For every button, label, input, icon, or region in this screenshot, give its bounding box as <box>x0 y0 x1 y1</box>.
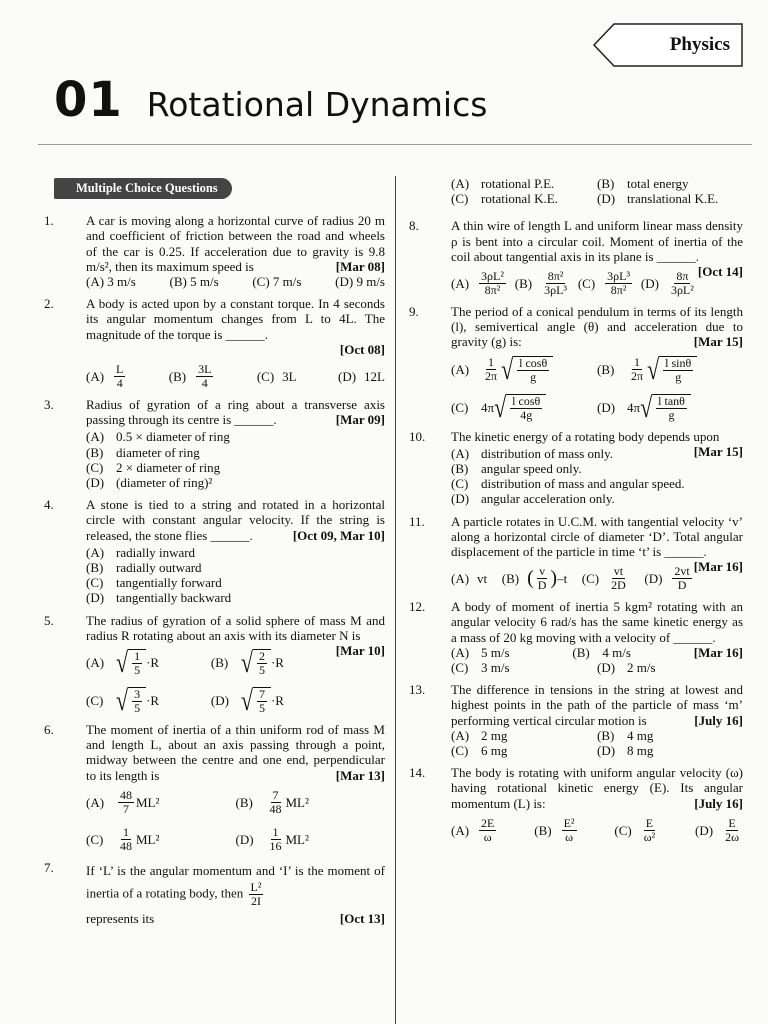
options <box>86 789 385 853</box>
source-tag: [Oct 09, Mar 10] <box>292 527 385 543</box>
question-9 <box>405 304 743 422</box>
sqrt-icon: √ <box>116 684 129 717</box>
options <box>86 363 385 390</box>
chapter-heading <box>54 72 487 132</box>
option-d: (D) 8 mg <box>597 743 654 759</box>
option-a: (A) $\frac{1}{2\pi}$ √ $\frac{\text{l cosθ}}{g}$ <box>451 356 597 384</box>
option-a: (A) 5 m/s <box>451 644 510 660</box>
option-c: (C) 3 m/s <box>451 660 510 676</box>
question-8 <box>405 218 743 297</box>
question-number: 11. <box>409 513 425 529</box>
header-rule <box>38 144 752 145</box>
options <box>86 429 385 490</box>
option-b: (B) √ $\frac{2}{5}$ ·R <box>210 646 284 679</box>
subject-tab <box>592 22 744 68</box>
option-a: (A) 0.5 × diameter of ring <box>86 429 230 445</box>
option-a: (A) radially inward <box>86 544 196 560</box>
question-6 <box>40 722 385 853</box>
option-c: (C) $\frac{vt}{2D}$ <box>581 564 626 593</box>
question-number: 12. <box>409 599 426 615</box>
question-number: 6. <box>44 722 54 738</box>
option-a: (A) √ $\frac{1}{5}$ ·R <box>86 646 160 679</box>
section-badge: Multiple Choice Questions <box>54 178 232 199</box>
sqrt-icon: √ <box>647 352 660 386</box>
option-a: (A) $\frac{L}{4}$ <box>86 362 124 391</box>
option-d: (D) $\frac{1}{16}$ ML² <box>235 824 309 853</box>
option-d: (D) 2 m/s <box>597 660 656 676</box>
question-text: Radius of gyration of a ring about a transverse axis passing through its centre is ______. <box>86 397 385 428</box>
question-7: 7. If ‘L’ is the angular momentum and ‘I’ is the moment of inertia of a rotating body, then $\frac{\text{L²}}{2I}$ represents its [Oct 13] <box>40 860 385 929</box>
option-c: (C) 2 × diameter of ring <box>86 459 221 475</box>
right-column <box>405 176 743 851</box>
question-text: A body of moment of inertia 5 kgm² rotating with an angular velocity 6 rad/s has the same kinetic energy as a mass of 20 kg moving with a velocity of ______. <box>451 599 743 645</box>
source-tag: [July 16] <box>694 795 743 811</box>
question-2 <box>40 296 385 390</box>
question-text: A body is acted upon by a constant torque. In 4 seconds its angular momentum changes from L to 4L. The magnitude of the torque is ______. <box>86 296 385 342</box>
option-d: (D) angular acceleration only. <box>451 491 615 507</box>
question-text: A particle rotates in U.C.M. with tangential velocity ‘v’ along a horizontal circle of diameter ‘D’. Total angular displacement of the particle in time ‘t’ is ______. <box>451 513 743 560</box>
option-a: (A) 2 mg <box>451 727 508 743</box>
option-b: (B) total energy <box>597 176 689 191</box>
option-c: (C) 4π √ $\frac{\text{l cosθ}}{4g}$ <box>451 394 597 422</box>
question-number: 5. <box>44 612 54 628</box>
option-c: (C) $\frac{E}{\text{ω²}}$ <box>614 815 656 844</box>
option-c: (C) tangentially forward <box>86 575 222 591</box>
option-a: (A) 3 m/s <box>86 274 136 290</box>
option-b: (B) $\frac{\text{8π²}}{\text{3ρL³}}$ <box>514 269 568 298</box>
question-11 <box>405 514 743 593</box>
options <box>451 270 698 297</box>
option-b: (B) $\frac{3L}{4}$ <box>168 362 212 391</box>
question-number: 14. <box>409 765 426 781</box>
sqrt-icon: √ <box>240 646 253 679</box>
option-d: (D) √ $\frac{7}{5}$ ·R <box>210 684 284 717</box>
question-12 <box>405 599 743 675</box>
question-text: The difference in tensions in the string at lowest and highest points in the path of the particle of mass ‘m’ performing vertical circular motion is <box>451 682 743 728</box>
options <box>86 545 385 606</box>
question-number: 10. <box>409 428 426 444</box>
question-number: 9. <box>409 304 419 320</box>
question-7-options <box>405 176 743 206</box>
source-tag: [Oct 14] <box>697 264 743 280</box>
source-tag: [Mar 16] <box>693 644 743 660</box>
sqrt-icon: √ <box>494 390 507 424</box>
option-d: (D) 4π √ $\frac{\text{l tanθ}}{g}$ <box>597 394 743 422</box>
question-number: 1. <box>44 213 54 229</box>
source-tag: [July 16] <box>694 712 743 728</box>
question-13 <box>405 682 743 758</box>
question-text: A car is moving along a horizontal curve of radius 20 m and coefficient of friction between the road and wheels of the car is 0.25. If acceleration due to gravity is 9.8 m/s², then its maximum speed is <box>86 213 385 274</box>
option-b: (B) $\frac{\text{E²}}{\omega}$ <box>534 815 575 844</box>
option-b: (B) ( $\frac{v}{D}$ ) –t <box>501 564 568 593</box>
options <box>86 646 336 717</box>
source-tag: [Mar 15] <box>693 443 743 459</box>
sqrt-icon: √ <box>640 390 653 424</box>
option-b: (B) diameter of ring <box>86 444 200 460</box>
source-tag: [Mar 09] <box>335 412 385 428</box>
option-a: (A) $\frac{48}{7}$ ML² <box>86 787 160 816</box>
chapter-title: Rotational Dynamics <box>146 85 488 124</box>
question-text: A stone is tied to a string and rotated in a horizontal circle with constant angular velocity. If the string is released, the stone flies ______. <box>86 497 385 543</box>
options <box>451 565 694 592</box>
source-tag: [Oct 13] <box>339 910 385 926</box>
question-4 <box>40 497 385 605</box>
option-c: (C) 3L <box>256 368 297 384</box>
subject-label: Physics <box>669 34 730 55</box>
option-d: (D) $\frac{2vt}{D}$ <box>644 564 690 593</box>
question-number: 3. <box>44 397 54 413</box>
source-tag: [Mar 15] <box>693 334 743 350</box>
option-a: (A) $\frac{2E}{\omega}$ <box>451 815 495 844</box>
question-text: The period of a conical pendulum in terms of its length (l), semivertical angle (θ) and acceleration due to gravity (g) is: <box>451 304 743 350</box>
option-c: (C) 7 m/s <box>252 274 302 290</box>
option-c: (C) rotational K.E. <box>451 191 558 207</box>
source-tag: [Mar 13] <box>335 767 385 783</box>
option-b: (B) $\frac{1}{2\pi}$ √ $\frac{\text{l sinθ}}{g}$ <box>597 356 743 384</box>
question-text: The body is rotating with uniform angular velocity (ω) having rotational kinetic energy (E). Its angular momentum (L) is: <box>451 765 743 811</box>
source-tag: [Mar 10] <box>335 643 385 659</box>
option-a: (A) $\frac{\text{3ρL²}}{\text{8π²}}$ <box>451 269 504 298</box>
question-number: 7. <box>44 859 54 875</box>
question-text: The kinetic energy of a rotating body depends upon <box>451 428 720 444</box>
sqrt-icon: √ <box>501 352 514 386</box>
source-tag: [Mar 08] <box>335 258 385 274</box>
option-c: (C) 6 mg <box>451 743 508 759</box>
option-b: (B) radially outward <box>86 560 202 576</box>
question-5 <box>40 613 385 715</box>
sqrt-icon: √ <box>116 646 129 679</box>
question-3 <box>40 397 385 490</box>
option-c: (C) √ $\frac{3}{5}$ ·R <box>86 684 160 717</box>
option-d: (D) (diameter of ring)² <box>86 475 213 491</box>
option-d: (D) $\frac{8\pi}{\text{3ρL²}}$ <box>640 269 694 298</box>
option-d: (D) translational K.E. <box>597 191 719 207</box>
options <box>86 274 385 289</box>
question-number: 8. <box>409 218 419 234</box>
question-14 <box>405 765 743 844</box>
option-a: (A) distribution of mass only. <box>451 445 614 461</box>
question-number: 2. <box>44 296 54 312</box>
question-1 <box>40 213 385 289</box>
options <box>451 817 743 844</box>
option-a: (A) vt <box>451 571 488 587</box>
question-number: 4. <box>44 497 54 513</box>
chapter-number: 01 <box>54 72 123 128</box>
option-b: (B) 4 mg <box>597 727 654 743</box>
option-d: (D) $\frac{E}{2\omega}$ <box>695 815 739 844</box>
option-d: (D) 12L <box>338 368 385 384</box>
source-tag: [Mar 16] <box>693 559 743 575</box>
option-b: (B) angular speed only. <box>451 461 582 477</box>
column-divider <box>395 176 396 1024</box>
option-b: (B) $\frac{7}{48}$ ML² <box>235 787 309 816</box>
option-c: (C) distribution of mass and angular speed. <box>451 476 685 492</box>
option-b: (B) 4 m/s <box>572 644 631 660</box>
option-a: (A) rotational P.E. <box>451 176 555 191</box>
options <box>451 352 743 424</box>
question-text: If ‘L’ is the angular momentum and ‘I’ is the moment of inertia of a rotating body, then <box>86 862 385 901</box>
source-tag: [Oct 08] <box>339 341 385 357</box>
question-text: The moment of inertia of a thin uniform rod of mass M and length L, about an axis passing through a point, midway between the centre and one end, perpendicular to its length is <box>86 722 385 783</box>
question-number: 13. <box>409 682 426 698</box>
question-text: The radius of gyration of a solid sphere of mass M and radius R rotating about an axis with its diameter N is <box>86 612 385 643</box>
left-column <box>40 178 385 936</box>
option-b: (B) 5 m/s <box>169 274 219 290</box>
question-text-end: represents its <box>86 910 155 926</box>
option-d: (D) tangentially backward <box>86 590 232 606</box>
question-text: A thin wire of length L and uniform linear mass density ρ is bent into a circular coil. Moment of inertia of the coil about tangential axis in its plane is ______. <box>451 218 743 264</box>
sqrt-icon: √ <box>240 684 253 717</box>
option-c: (C) $\frac{\text{3ρL³}}{\text{8π²}}$ <box>577 269 631 298</box>
option-c: (C) $\frac{1}{48}$ ML² <box>86 824 160 853</box>
question-10 <box>405 429 743 507</box>
option-d: (D) 9 m/s <box>335 274 385 290</box>
